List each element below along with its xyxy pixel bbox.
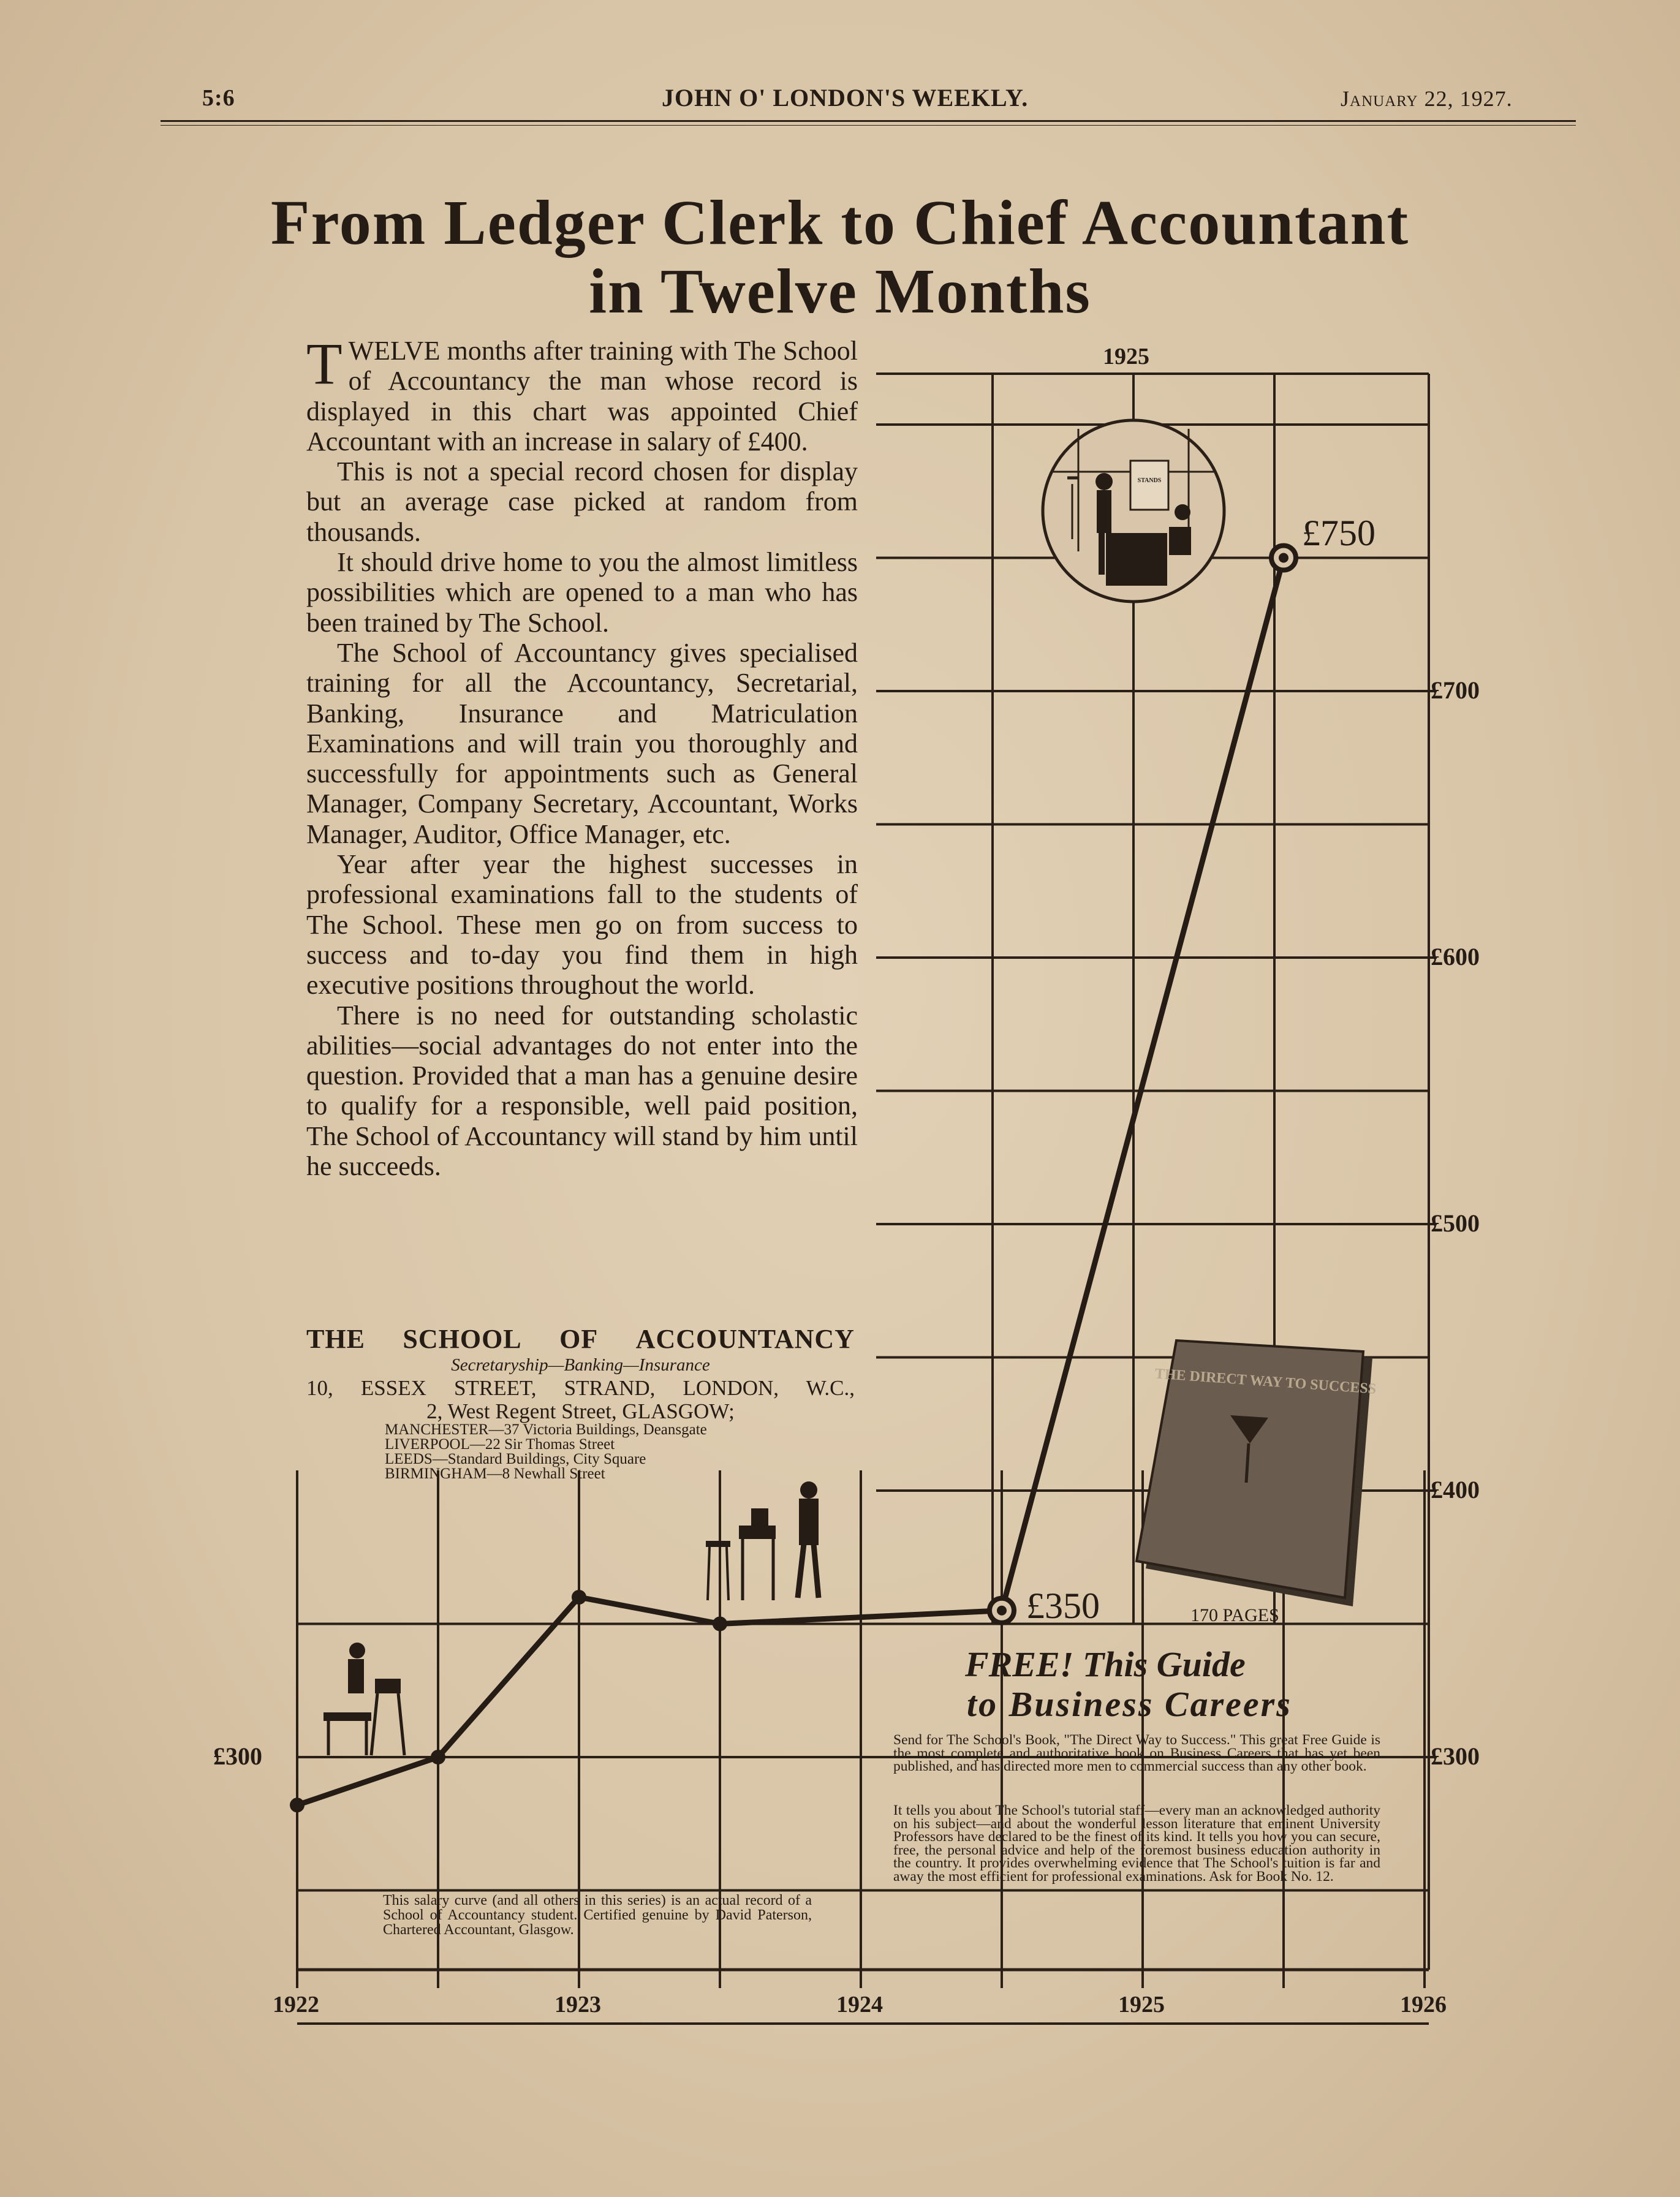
- branch-address: LIVERPOOL—22 Sir Thomas Street: [385, 1436, 615, 1453]
- left-axis-label: £300: [213, 1742, 262, 1770]
- x-axis-label: 1926: [1400, 1992, 1447, 2017]
- clerk-illustration: [324, 1643, 404, 1755]
- data-point-center: [997, 1606, 1007, 1616]
- data-point: [713, 1617, 727, 1631]
- branch-address: BIRMINGHAM—8 Newhall Street: [385, 1465, 605, 1482]
- x-axis-label: 1924: [836, 1992, 883, 2017]
- paragraph-2: This is not a special record chosen for display but an average case picked at random from thousands.: [306, 456, 858, 547]
- headline-line-1: From Ledger Clerk to Chief Accountant: [270, 187, 1410, 258]
- publication-name: JOHN O' LONDON'S WEEKLY.: [662, 84, 1029, 112]
- paragraph-4: The School of Accountancy gives specialised training for all the Accountancy, Secretarial, Banking, Insurance and Matriculation Examinations and will train you thoroughly and successfully for appointments such as General Manager, Company Secretary, Accountant, Works Manager, Auditor, Office Manager, etc.: [306, 637, 858, 849]
- glasgow-address: 2, West Regent Street, GLASGOW;: [426, 1399, 735, 1423]
- y-axis-label: £600: [1431, 943, 1480, 970]
- branch-address: LEEDS—Standard Buildings, City Square: [385, 1451, 646, 1467]
- guide-description-2: It tells you about The School's tutorial staff—every man an acknowledged authority on his subject—and about the wonderful lesson literature that eminent University Professors have declared to be the finest of its kind. It tells you how you can secure, free, the personal advice and help of the foremost business education authority in the country. It provides overwhelming evidence that The School's tuition is far and away the most efficient for professional examinations. Ask for Book No. 12.: [893, 1802, 1380, 1885]
- y-axis-label: £300: [1431, 1742, 1480, 1770]
- x-axis-label: 1925: [1118, 1992, 1165, 2017]
- page-count: 170 PAGES: [1190, 1605, 1279, 1625]
- x-axis-label: 1922: [273, 1992, 319, 2017]
- guide-description-1: Send for The School's Book, "The Direct Way to Success." This great Free Guide is the most complete and authoritative book on Business Careers that has yet been published, and has directed more men to commercial success than any other book.: [893, 1732, 1380, 1774]
- salary-curve: [297, 558, 1284, 1806]
- top-year-label: 1925: [1103, 344, 1149, 369]
- standing-man-illustration: [706, 1481, 819, 1600]
- point-label-350: £350: [1026, 1585, 1100, 1626]
- y-axis-label: £700: [1431, 676, 1480, 704]
- data-point: [290, 1798, 304, 1812]
- guide-heading-1: FREE! This Guide: [965, 1644, 1246, 1684]
- data-point-center: [1279, 553, 1288, 563]
- data-point: [431, 1750, 445, 1764]
- paragraph-3: It should drive home to you the almost limitless possibilities which are opened to a man who has been trained by The School.: [306, 547, 858, 638]
- paragraph-1-text: WELVE months after training with The School of Accountancy the man whose record is displayed in this chart was appointed Chief Accountant with an increase in salary of £400.: [306, 336, 858, 456]
- paragraph-5: Year after year the highest successes in professional examinations fall to the students of The School. These men go on from success to success and to-day you find them in high executive positions throughout the world.: [306, 849, 858, 1000]
- school-subjects: Secretaryship—Banking—Insurance: [451, 1355, 710, 1375]
- office-medallion: [1043, 420, 1224, 602]
- school-name-word: SCHOOL: [403, 1324, 522, 1354]
- guide-book-image: [1137, 1341, 1377, 1606]
- school-name-word: THE: [306, 1324, 365, 1354]
- y-axis-label: £500: [1431, 1209, 1480, 1237]
- guide-heading-2: to Business Careers: [967, 1684, 1292, 1724]
- chart-grid: [297, 374, 1429, 2024]
- point-label-750: £750: [1302, 512, 1375, 553]
- drop-cap: T: [306, 331, 342, 396]
- certification-note: This salary curve (and all others in this series) is an actual record of a School of Accountancy student. Certified genuine by David Paterson, Chartered Accountant, Glasgow.: [383, 1893, 812, 1938]
- paragraph-6: There is no need for outstanding scholastic abilities—social advantages do not enter into the question. Provided that a man has a genuine desire to qualify for a responsible, well paid position, The School of Accountancy will stand by him until he succeeds.: [306, 1000, 858, 1182]
- y-axis-label: £400: [1431, 1476, 1480, 1503]
- london-address: 10, ESSEX STREET, STRAND, LONDON, W.C.,: [306, 1376, 855, 1400]
- headline-line-2: in Twelve Months: [589, 256, 1091, 327]
- data-point: [572, 1590, 586, 1604]
- issue-date: January 22, 1927.: [1341, 86, 1513, 111]
- school-name-word: OF: [559, 1324, 599, 1354]
- page-number: 5:6: [202, 85, 235, 111]
- branch-address: MANCHESTER—37 Victoria Buildings, Deansgate: [385, 1421, 707, 1438]
- svg-text:STANDS: STANDS: [1137, 477, 1162, 484]
- svg-text:THE DIRECT WAY TO SUCCESS: THE DIRECT WAY TO SUCCESS: [1154, 1366, 1377, 1397]
- chart-ticks: [297, 691, 1437, 1988]
- school-name-word: ACCOUNTANCY: [635, 1324, 855, 1354]
- x-axis-label: 1923: [554, 1992, 601, 2017]
